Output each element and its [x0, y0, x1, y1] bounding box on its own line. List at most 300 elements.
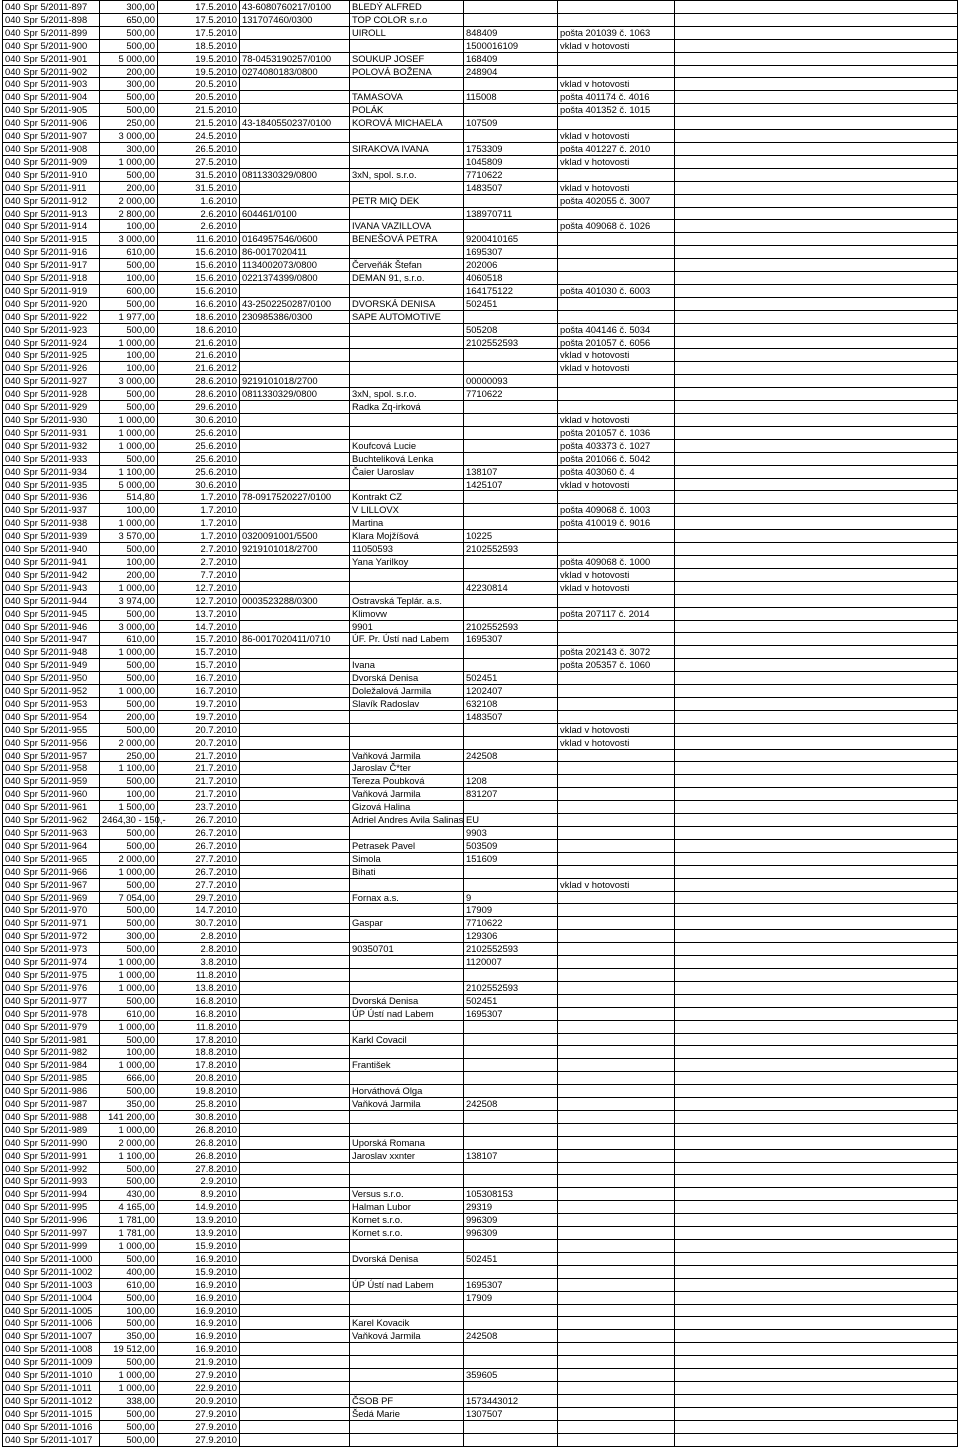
code-cell: 202006: [464, 259, 558, 272]
amount-cell: 1 000,00: [100, 414, 158, 427]
table-row: [3, 401, 958, 414]
reference-cell: 040 Spr 5/2011-901: [3, 52, 100, 65]
name-cell: Horváthová Olga: [350, 1085, 464, 1098]
name-cell: [350, 1240, 464, 1253]
name-cell: [350, 878, 464, 891]
table-row: [3, 723, 958, 736]
table-row: [3, 1252, 958, 1265]
name-cell: [350, 39, 464, 52]
date-cell: 25.6.2010: [158, 439, 240, 452]
note-cell: [558, 1175, 675, 1188]
note-cell: vklad v hotovosti: [558, 155, 675, 168]
date-cell: 1.6.2010: [158, 194, 240, 207]
amount-cell: 1 000,00: [100, 1020, 158, 1033]
name-cell: Simola: [350, 852, 464, 865]
account-cell: 604461/0100: [240, 207, 350, 220]
amount-cell: 500,00: [100, 543, 158, 556]
code-cell: 242508: [464, 1330, 558, 1343]
account-cell: [240, 956, 350, 969]
reference-cell: 040 Spr 5/2011-971: [3, 917, 100, 930]
payments-table: [2, 0, 958, 1447]
reference-cell: 040 Spr 5/2011-936: [3, 491, 100, 504]
note-cell: [558, 1, 675, 14]
code-cell: [464, 762, 558, 775]
table-row: [3, 491, 958, 504]
reference-cell: 040 Spr 5/2011-977: [3, 994, 100, 1007]
reference-cell: 040 Spr 5/2011-953: [3, 697, 100, 710]
code-cell: 502451: [464, 994, 558, 1007]
note-cell: [558, 801, 675, 814]
name-cell: Gaspar: [350, 917, 464, 930]
account-cell: [240, 1020, 350, 1033]
amount-cell: 1 000,00: [100, 646, 158, 659]
empty-cell: [675, 749, 958, 762]
note-cell: vklad v hotovosti: [558, 362, 675, 375]
table-row: [3, 904, 958, 917]
reference-cell: 040 Spr 5/2011-948: [3, 646, 100, 659]
amount-cell: 200,00: [100, 710, 158, 723]
reference-cell: 040 Spr 5/2011-1007: [3, 1330, 100, 1343]
code-cell: 129306: [464, 930, 558, 943]
date-cell: 20.5.2010: [158, 91, 240, 104]
empty-cell: [675, 78, 958, 91]
reference-cell: 040 Spr 5/2011-949: [3, 659, 100, 672]
note-cell: pošta 205357 č. 1060: [558, 659, 675, 672]
account-cell: [240, 1252, 350, 1265]
table-row: [3, 530, 958, 543]
table-row: [3, 543, 958, 556]
amount-cell: 5 000,00: [100, 52, 158, 65]
note-cell: [558, 917, 675, 930]
table-row: [3, 375, 958, 388]
table-row: [3, 788, 958, 801]
table-row: [3, 943, 958, 956]
amount-cell: 500,00: [100, 26, 158, 39]
amount-cell: 1 500,00: [100, 801, 158, 814]
reference-cell: 040 Spr 5/2011-1006: [3, 1317, 100, 1330]
code-cell: [464, 401, 558, 414]
empty-cell: [675, 504, 958, 517]
name-cell: [350, 1343, 464, 1356]
table-row: [3, 310, 958, 323]
code-cell: 248904: [464, 65, 558, 78]
account-cell: [240, 762, 350, 775]
name-cell: Dvorská Denisa: [350, 994, 464, 1007]
code-cell: 242508: [464, 749, 558, 762]
name-cell: Ostravská Teplár. a.s.: [350, 594, 464, 607]
code-cell: 42230814: [464, 581, 558, 594]
name-cell: Dvorská Denisa: [350, 1252, 464, 1265]
name-cell: 9901: [350, 620, 464, 633]
note-cell: [558, 1330, 675, 1343]
note-cell: [558, 401, 675, 414]
name-cell: 3xN, spol. s.r.o.: [350, 168, 464, 181]
name-cell: Šedá Marie: [350, 1407, 464, 1420]
code-cell: [464, 1343, 558, 1356]
code-cell: [464, 491, 558, 504]
account-cell: [240, 607, 350, 620]
date-cell: 16.9.2010: [158, 1252, 240, 1265]
note-cell: pošta 201057 č. 6056: [558, 336, 675, 349]
account-cell: 131707460/0300: [240, 13, 350, 26]
name-cell: [350, 968, 464, 981]
name-cell: [350, 78, 464, 91]
reference-cell: 040 Spr 5/2011-996: [3, 1214, 100, 1227]
table-row: [3, 504, 958, 517]
code-cell: 115008: [464, 91, 558, 104]
account-cell: [240, 1110, 350, 1123]
reference-cell: 040 Spr 5/2011-914: [3, 220, 100, 233]
reference-cell: 040 Spr 5/2011-944: [3, 594, 100, 607]
date-cell: 23.7.2010: [158, 801, 240, 814]
account-cell: [240, 26, 350, 39]
name-cell: Gizová Halina: [350, 801, 464, 814]
table-row: [3, 865, 958, 878]
name-cell: [350, 1356, 464, 1369]
account-cell: [240, 414, 350, 427]
code-cell: 2102552593: [464, 543, 558, 556]
account-cell: [240, 336, 350, 349]
empty-cell: [675, 401, 958, 414]
reference-cell: 040 Spr 5/2011-1003: [3, 1278, 100, 1291]
amount-cell: 7 054,00: [100, 891, 158, 904]
reference-cell: 040 Spr 5/2011-985: [3, 1072, 100, 1085]
reference-cell: 040 Spr 5/2011-1000: [3, 1252, 100, 1265]
note-cell: [558, 1085, 675, 1098]
date-cell: 2.7.2010: [158, 543, 240, 556]
code-cell: 996309: [464, 1227, 558, 1240]
code-cell: [464, 426, 558, 439]
table-row: [3, 814, 958, 827]
note-cell: [558, 865, 675, 878]
account-cell: [240, 130, 350, 143]
empty-cell: [675, 762, 958, 775]
amount-cell: 2 000,00: [100, 194, 158, 207]
table-row: [3, 930, 958, 943]
empty-cell: [675, 336, 958, 349]
date-cell: 29.7.2010: [158, 891, 240, 904]
reference-cell: 040 Spr 5/2011-917: [3, 259, 100, 272]
account-cell: [240, 1420, 350, 1433]
date-cell: 22.9.2010: [158, 1381, 240, 1394]
amount-cell: 100,00: [100, 555, 158, 568]
table-row: [3, 207, 958, 220]
code-cell: 164175122: [464, 284, 558, 297]
name-cell: ČSOB PF: [350, 1394, 464, 1407]
name-cell: Buchteliková Lenka: [350, 452, 464, 465]
empty-cell: [675, 1240, 958, 1253]
account-cell: [240, 1304, 350, 1317]
empty-cell: [675, 1110, 958, 1123]
date-cell: 16.9.2010: [158, 1343, 240, 1356]
account-cell: 43-6080760217/0100: [240, 1, 350, 14]
code-cell: [464, 1162, 558, 1175]
table-row: [3, 259, 958, 272]
reference-cell: 040 Spr 5/2011-959: [3, 775, 100, 788]
empty-cell: [675, 517, 958, 530]
amount-cell: 3 974,00: [100, 594, 158, 607]
account-cell: 78-0453190257/0100: [240, 52, 350, 65]
reference-cell: 040 Spr 5/2011-928: [3, 388, 100, 401]
reference-cell: 040 Spr 5/2011-992: [3, 1162, 100, 1175]
table-row: [3, 994, 958, 1007]
table-row: [3, 801, 958, 814]
table-row: [3, 1123, 958, 1136]
empty-cell: [675, 388, 958, 401]
table-row: [3, 52, 958, 65]
reference-cell: 040 Spr 5/2011-965: [3, 852, 100, 865]
amount-cell: 500,00: [100, 1085, 158, 1098]
table-row: [3, 697, 958, 710]
account-cell: [240, 930, 350, 943]
reference-cell: 040 Spr 5/2011-904: [3, 91, 100, 104]
table-row: [3, 362, 958, 375]
note-cell: pošta 202143 č. 3072: [558, 646, 675, 659]
name-cell: [350, 930, 464, 943]
note-cell: [558, 491, 675, 504]
amount-cell: 1 000,00: [100, 956, 158, 969]
code-cell: [464, 517, 558, 530]
account-cell: [240, 981, 350, 994]
empty-cell: [675, 1278, 958, 1291]
account-cell: 78-0917520227/0100: [240, 491, 350, 504]
note-cell: [558, 52, 675, 65]
code-cell: [464, 555, 558, 568]
reference-cell: 040 Spr 5/2011-903: [3, 78, 100, 91]
name-cell: Vaňková Jarmila: [350, 788, 464, 801]
table-row: [3, 1188, 958, 1201]
name-cell: [350, 981, 464, 994]
table-row: [3, 633, 958, 646]
account-cell: [240, 646, 350, 659]
date-cell: 13.8.2010: [158, 981, 240, 994]
empty-cell: [675, 814, 958, 827]
date-cell: 15.7.2010: [158, 659, 240, 672]
note-cell: [558, 685, 675, 698]
account-cell: [240, 439, 350, 452]
reference-cell: 040 Spr 5/2011-908: [3, 142, 100, 155]
reference-cell: 040 Spr 5/2011-962: [3, 814, 100, 827]
date-cell: 31.5.2010: [158, 181, 240, 194]
code-cell: [464, 723, 558, 736]
reference-cell: 040 Spr 5/2011-926: [3, 362, 100, 375]
amount-cell: 650,00: [100, 13, 158, 26]
amount-cell: 100,00: [100, 220, 158, 233]
amount-cell: 500,00: [100, 1407, 158, 1420]
name-cell: [350, 904, 464, 917]
empty-cell: [675, 13, 958, 26]
account-cell: [240, 697, 350, 710]
amount-cell: 500,00: [100, 1291, 158, 1304]
name-cell: Kornet s.r.o.: [350, 1227, 464, 1240]
empty-cell: [675, 491, 958, 504]
name-cell: [350, 1123, 464, 1136]
reference-cell: 040 Spr 5/2011-931: [3, 426, 100, 439]
date-cell: 20.7.2010: [158, 723, 240, 736]
empty-cell: [675, 1046, 958, 1059]
date-cell: 19.5.2010: [158, 65, 240, 78]
amount-cell: 100,00: [100, 1304, 158, 1317]
note-cell: [558, 65, 675, 78]
code-cell: [464, 1123, 558, 1136]
empty-cell: [675, 246, 958, 259]
amount-cell: 200,00: [100, 181, 158, 194]
empty-cell: [675, 852, 958, 865]
code-cell: [464, 1020, 558, 1033]
table-row: [3, 336, 958, 349]
note-cell: pošta 409068 č. 1000: [558, 555, 675, 568]
account-cell: [240, 1201, 350, 1214]
name-cell: 3xN, spol. s.r.o.: [350, 388, 464, 401]
name-cell: KOROVÁ MICHAELA: [350, 117, 464, 130]
name-cell: TOP COLOR s.r.o: [350, 13, 464, 26]
amount-cell: 1 000,00: [100, 1123, 158, 1136]
reference-cell: 040 Spr 5/2011-902: [3, 65, 100, 78]
reference-cell: 040 Spr 5/2011-978: [3, 1007, 100, 1020]
account-cell: [240, 1291, 350, 1304]
name-cell: Červeňák Štefan: [350, 259, 464, 272]
amount-cell: 100,00: [100, 788, 158, 801]
note-cell: vklad v hotovosti: [558, 723, 675, 736]
note-cell: [558, 827, 675, 840]
account-cell: [240, 504, 350, 517]
reference-cell: 040 Spr 5/2011-1008: [3, 1343, 100, 1356]
reference-cell: 040 Spr 5/2011-938: [3, 517, 100, 530]
note-cell: [558, 1291, 675, 1304]
empty-cell: [675, 1433, 958, 1446]
code-cell: 7710622: [464, 168, 558, 181]
name-cell: [350, 827, 464, 840]
name-cell: Vaňková Jarmila: [350, 1098, 464, 1111]
amount-cell: 1 000,00: [100, 1369, 158, 1382]
amount-cell: 3 570,00: [100, 530, 158, 543]
amount-cell: 1 000,00: [100, 968, 158, 981]
note-cell: [558, 1123, 675, 1136]
date-cell: 14.9.2010: [158, 1201, 240, 1214]
table-row: [3, 1020, 958, 1033]
account-cell: 230985386/0300: [240, 310, 350, 323]
table-row: [3, 607, 958, 620]
note-cell: [558, 1046, 675, 1059]
code-cell: [464, 1356, 558, 1369]
empty-cell: [675, 555, 958, 568]
name-cell: Tereza Poubková: [350, 775, 464, 788]
table-row: [3, 1110, 958, 1123]
table-row: [3, 581, 958, 594]
table-row: [3, 917, 958, 930]
note-cell: [558, 233, 675, 246]
account-cell: [240, 349, 350, 362]
empty-cell: [675, 1188, 958, 1201]
code-cell: [464, 1240, 558, 1253]
code-cell: 2102552593: [464, 943, 558, 956]
code-cell: [464, 594, 558, 607]
code-cell: 1202407: [464, 685, 558, 698]
code-cell: 502451: [464, 672, 558, 685]
account-cell: [240, 1407, 350, 1420]
code-cell: [464, 452, 558, 465]
name-cell: SIRAKOVA IVANA: [350, 142, 464, 155]
name-cell: SAPE AUTOMOTIVE: [350, 310, 464, 323]
amount-cell: 300,00: [100, 930, 158, 943]
reference-cell: 040 Spr 5/2011-1004: [3, 1291, 100, 1304]
table-row: [3, 517, 958, 530]
reference-cell: 040 Spr 5/2011-1010: [3, 1369, 100, 1382]
date-cell: 30.7.2010: [158, 917, 240, 930]
reference-cell: 040 Spr 5/2011-957: [3, 749, 100, 762]
table-row: [3, 1175, 958, 1188]
account-cell: [240, 1123, 350, 1136]
amount-cell: 500,00: [100, 672, 158, 685]
amount-cell: 250,00: [100, 117, 158, 130]
reference-cell: 040 Spr 5/2011-973: [3, 943, 100, 956]
account-cell: [240, 1278, 350, 1291]
name-cell: Klara Mojžíšová: [350, 530, 464, 543]
empty-cell: [675, 865, 958, 878]
table-row: [3, 465, 958, 478]
empty-cell: [675, 207, 958, 220]
code-cell: 1753309: [464, 142, 558, 155]
table-row: [3, 672, 958, 685]
code-cell: [464, 1265, 558, 1278]
empty-cell: [675, 1369, 958, 1382]
account-cell: [240, 710, 350, 723]
amount-cell: 1 000,00: [100, 685, 158, 698]
account-cell: [240, 452, 350, 465]
table-row: [3, 181, 958, 194]
account-cell: [240, 723, 350, 736]
date-cell: 1.7.2010: [158, 517, 240, 530]
table-row: [3, 388, 958, 401]
note-cell: [558, 1433, 675, 1446]
date-cell: 27.9.2010: [158, 1407, 240, 1420]
date-cell: 1.7.2010: [158, 504, 240, 517]
account-cell: 43-2502250287/0100: [240, 297, 350, 310]
amount-cell: 1 000,00: [100, 1059, 158, 1072]
note-cell: [558, 1201, 675, 1214]
empty-cell: [675, 272, 958, 285]
table-row: [3, 1201, 958, 1214]
code-cell: [464, 1175, 558, 1188]
account-cell: 0164957546/0600: [240, 233, 350, 246]
reference-cell: 040 Spr 5/2011-899: [3, 26, 100, 39]
name-cell: BLEDÝ ALFRED: [350, 1, 464, 14]
code-cell: [464, 414, 558, 427]
account-cell: [240, 904, 350, 917]
code-cell: 168409: [464, 52, 558, 65]
reference-cell: 040 Spr 5/2011-943: [3, 581, 100, 594]
empty-cell: [675, 672, 958, 685]
empty-cell: [675, 710, 958, 723]
account-cell: [240, 155, 350, 168]
code-cell: [464, 1420, 558, 1433]
account-cell: [240, 839, 350, 852]
account-cell: [240, 917, 350, 930]
name-cell: Klimovw: [350, 607, 464, 620]
empty-cell: [675, 788, 958, 801]
code-cell: 996309: [464, 1214, 558, 1227]
empty-cell: [675, 39, 958, 52]
account-cell: 86-0017020411: [240, 246, 350, 259]
empty-cell: [675, 827, 958, 840]
empty-cell: [675, 465, 958, 478]
reference-cell: 040 Spr 5/2011-897: [3, 1, 100, 14]
name-cell: Yana Yarilkoy: [350, 555, 464, 568]
empty-cell: [675, 117, 958, 130]
date-cell: 21.7.2010: [158, 749, 240, 762]
account-cell: [240, 968, 350, 981]
empty-cell: [675, 323, 958, 336]
